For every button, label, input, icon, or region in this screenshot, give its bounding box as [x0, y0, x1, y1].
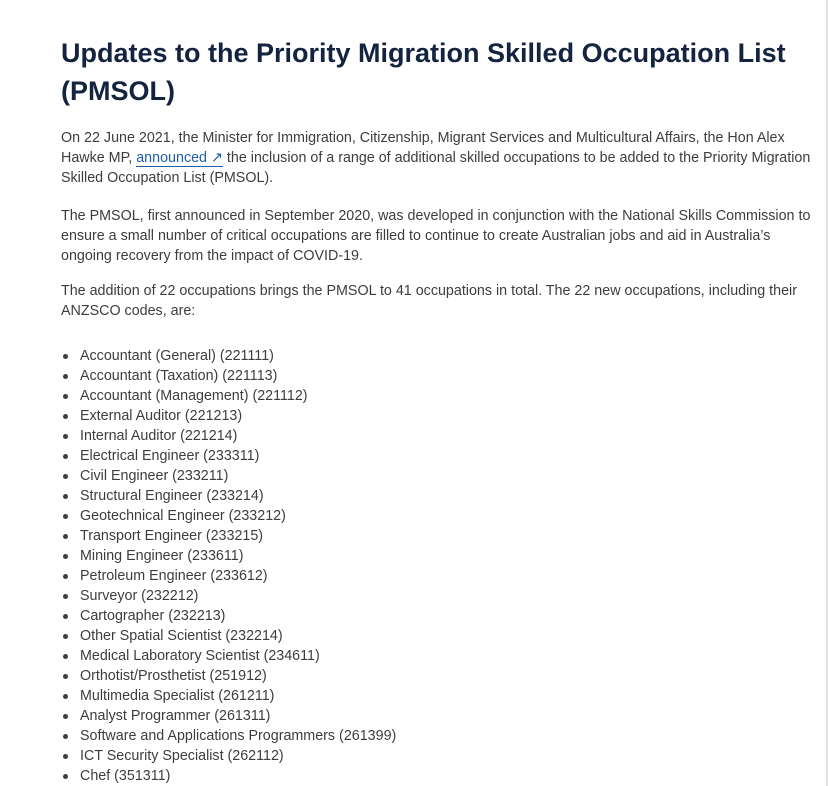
- intro-paragraph: [61, 128, 813, 188]
- occupation-list-item: [80, 586, 813, 606]
- announced-link[interactable]: announced ↗: [136, 150, 223, 166]
- page-title: Updates to the Priority Migration Skilled Occupation List (PMSOL): [61, 38, 786, 106]
- occupation-label: Electrical Engineer (233311): [80, 448, 260, 464]
- bullet-icon: [63, 534, 68, 539]
- bullet-icon: [63, 374, 68, 379]
- occupation-label: Mining Engineer (233611): [80, 548, 244, 564]
- occupations-intro-paragraph: The addition of 22 occupations brings the PMSOL to 41 occupations in total. The 22 new occupations, including their ANZSCO codes, are:: [61, 283, 797, 319]
- occupation-list-item: [80, 686, 813, 706]
- occupation-label: Medical Laboratory Scientist (234611): [80, 648, 320, 664]
- bullet-icon: [63, 634, 68, 639]
- bullet-icon: [63, 394, 68, 399]
- bullet-icon: [63, 494, 68, 499]
- occupation-label: Chef (351311): [80, 768, 171, 784]
- bullet-icon: [63, 654, 68, 659]
- occupation-label: ICT Security Specialist (262112): [80, 748, 284, 764]
- bullet-icon: [63, 474, 68, 479]
- bullet-icon: [63, 574, 68, 579]
- occupation-list-item: [80, 386, 813, 406]
- occupation-list-item: [80, 726, 813, 746]
- occupation-list-item: [80, 566, 813, 586]
- occupation-label: Accountant (Management) (221112): [80, 388, 308, 404]
- occupation-list-item: [80, 486, 813, 506]
- occupation-list-item: [80, 446, 813, 466]
- occupation-list-item: [80, 626, 813, 646]
- occupation-label: Accountant (General) (221111): [80, 348, 274, 364]
- article-content: [61, 34, 813, 786]
- occupation-label: Transport Engineer (233215): [80, 528, 264, 544]
- occupation-list-item: [80, 366, 813, 386]
- bullet-icon: [63, 674, 68, 679]
- pmsol-background-paragraph: The PMSOL, first announced in September 2020, was developed in conjunction with the National Skills Commission to ensure a small number of critical occupations are filled to continue to create Australian jobs and aid in Australia’s ongoing recovery from the impact of COVID-19.: [61, 208, 811, 264]
- bullet-icon: [63, 714, 68, 719]
- intro-text-before-link: On 22 June 2021, the Minister for Immigration, Citizenship, Migrant Services and Multicultural Affairs, the Hon Alex Hawke MP,: [61, 130, 785, 166]
- occupation-label: Cartographer (232213): [80, 608, 226, 624]
- occupation-list-item: [80, 646, 813, 666]
- occupation-label: Multimedia Specialist (261211): [80, 688, 275, 704]
- occupation-label: Civil Engineer (233211): [80, 468, 229, 484]
- occupation-label: Petroleum Engineer (233612): [80, 568, 268, 584]
- occupation-list-item: [80, 666, 813, 686]
- occupation-label: Analyst Programmer (261311): [80, 708, 271, 724]
- occupation-list-item: [80, 526, 813, 546]
- bullet-icon: [63, 514, 68, 519]
- occupation-label: Surveyor (232212): [80, 588, 199, 604]
- intro-text-after-link: the inclusion of a range of additional skilled occupations to be added to the Priority Migration Skilled Occupation List (PMSOL).: [61, 150, 811, 186]
- occupation-list-item: [80, 746, 813, 766]
- occupation-list-item: [80, 506, 813, 526]
- bullet-icon: [63, 694, 68, 699]
- occupation-label: External Auditor (221213): [80, 408, 243, 424]
- bullet-icon: [63, 354, 68, 359]
- occupation-label: Accountant (Taxation) (221113): [80, 368, 278, 384]
- bullet-icon: [63, 774, 68, 779]
- occupation-list-item: [80, 426, 813, 446]
- bullet-icon: [63, 614, 68, 619]
- bullet-icon: [63, 734, 68, 739]
- occupation-label: Geotechnical Engineer (233212): [80, 508, 286, 524]
- occupation-list-item: [80, 606, 813, 626]
- bullet-icon: [63, 554, 68, 559]
- occupation-label: Orthotist/Prosthetist (251912): [80, 668, 267, 684]
- occupation-list-item: [80, 546, 813, 566]
- bullet-icon: [63, 594, 68, 599]
- occupation-label: Internal Auditor (221214): [80, 428, 238, 444]
- occupation-list-item: [80, 406, 813, 426]
- occupation-label: Other Spatial Scientist (232214): [80, 628, 283, 644]
- occupation-list-item: [80, 766, 813, 786]
- occupation-list-item: [80, 466, 813, 486]
- occupation-list-item: [80, 346, 813, 366]
- bullet-icon: [63, 454, 68, 459]
- occupation-list: [61, 346, 813, 786]
- bullet-icon: [63, 754, 68, 759]
- occupation-label: Structural Engineer (233214): [80, 488, 264, 504]
- bullet-icon: [63, 414, 68, 419]
- occupation-list-item: [80, 706, 813, 726]
- occupation-label: Software and Applications Programmers (261399): [80, 728, 397, 744]
- bullet-icon: [63, 434, 68, 439]
